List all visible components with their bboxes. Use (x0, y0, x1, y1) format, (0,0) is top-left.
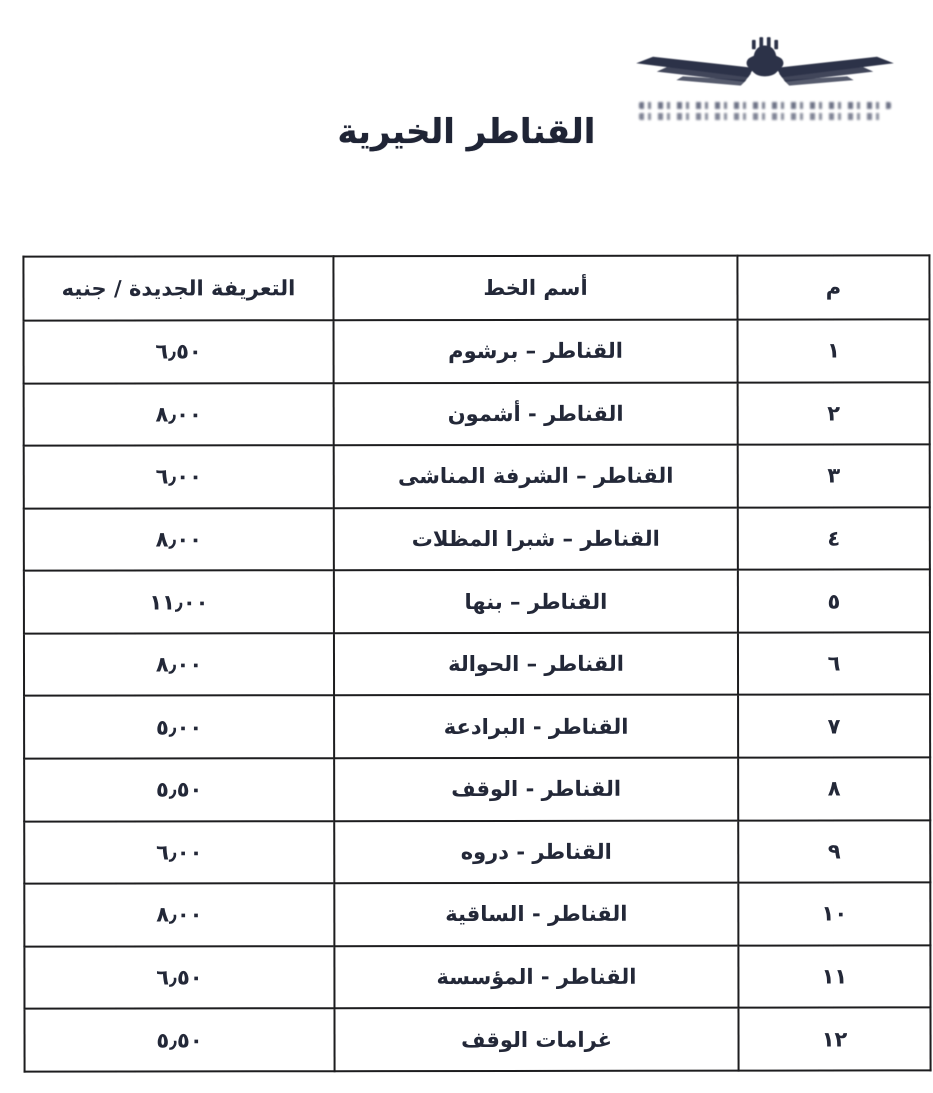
line-name: القناطر - البرادعة (334, 695, 738, 758)
tariff-value: ٦٫٠٠ (24, 445, 334, 508)
page-title: القناطر الخيرية (337, 112, 596, 152)
table-row (24, 695, 930, 759)
header-line-name: أسم الخط (333, 256, 737, 321)
line-name: القناطر - الوقف (334, 758, 738, 821)
tariff-value: ٦٫٠٠ (24, 821, 334, 884)
line-name: القناطر - دروه (334, 820, 738, 883)
table-row (24, 757, 930, 821)
line-name: القناطر – برشوم (334, 320, 738, 383)
row-number: ٧ (738, 695, 930, 758)
row-number: ٢ (738, 382, 930, 445)
tariff-value: ٦٫٥٠ (24, 320, 334, 383)
row-number: ١٠ (738, 883, 930, 946)
table-header-row (23, 255, 929, 320)
logo-caption-line (639, 102, 891, 109)
line-name: القناطر - المؤسسة (334, 945, 738, 1008)
line-name: غرامات الوقف (334, 1008, 738, 1071)
tariff-table (22, 254, 931, 1072)
table-row (24, 820, 930, 884)
line-name: القناطر - الساقية (334, 883, 738, 946)
row-number: ١٢ (738, 1008, 930, 1071)
line-name: القناطر – الحوالة (334, 633, 738, 696)
header-new-tariff: التعريفة الجديدة / جنيه (23, 256, 333, 320)
line-name: القناطر – بنها (334, 570, 738, 633)
row-number: ٩ (738, 820, 930, 883)
line-name: القناطر – شبرا المظلات (334, 507, 738, 570)
table-row (24, 570, 930, 634)
tariff-value: ٥٫٥٠ (24, 1009, 334, 1072)
row-number: ٣ (738, 445, 930, 508)
table-row (24, 319, 930, 383)
line-name: القناطر - أشمون (334, 382, 738, 445)
railway-wings-icon (625, 36, 905, 98)
table-row (24, 507, 930, 571)
header-number: م (737, 255, 929, 319)
tariff-value: ٨٫٠٠ (24, 633, 334, 696)
row-number: ٥ (738, 570, 930, 633)
tariff-value: ٨٫٠٠ (24, 383, 334, 446)
tariff-value: ٥٫٥٠ (24, 758, 334, 821)
row-number: ١ (738, 319, 930, 382)
table-row (24, 883, 930, 947)
row-number: ٤ (738, 507, 930, 570)
table-row (24, 632, 930, 696)
row-number: ٦ (738, 632, 930, 695)
table-row (24, 382, 930, 446)
table-row (24, 445, 930, 509)
tariff-value: ٨٫٠٠ (24, 508, 334, 571)
row-number: ١١ (738, 945, 930, 1008)
tariff-value: ٦٫٥٠ (24, 946, 334, 1009)
tariff-value: ٨٫٠٠ (24, 883, 334, 946)
row-number: ٨ (738, 757, 930, 820)
line-name: القناطر – الشرفة المناشى (334, 445, 738, 508)
table-row (24, 945, 930, 1009)
table-row (24, 1008, 930, 1072)
tariff-value: ١١٫٠٠ (24, 571, 334, 634)
tariff-value: ٥٫٠٠ (24, 696, 334, 759)
